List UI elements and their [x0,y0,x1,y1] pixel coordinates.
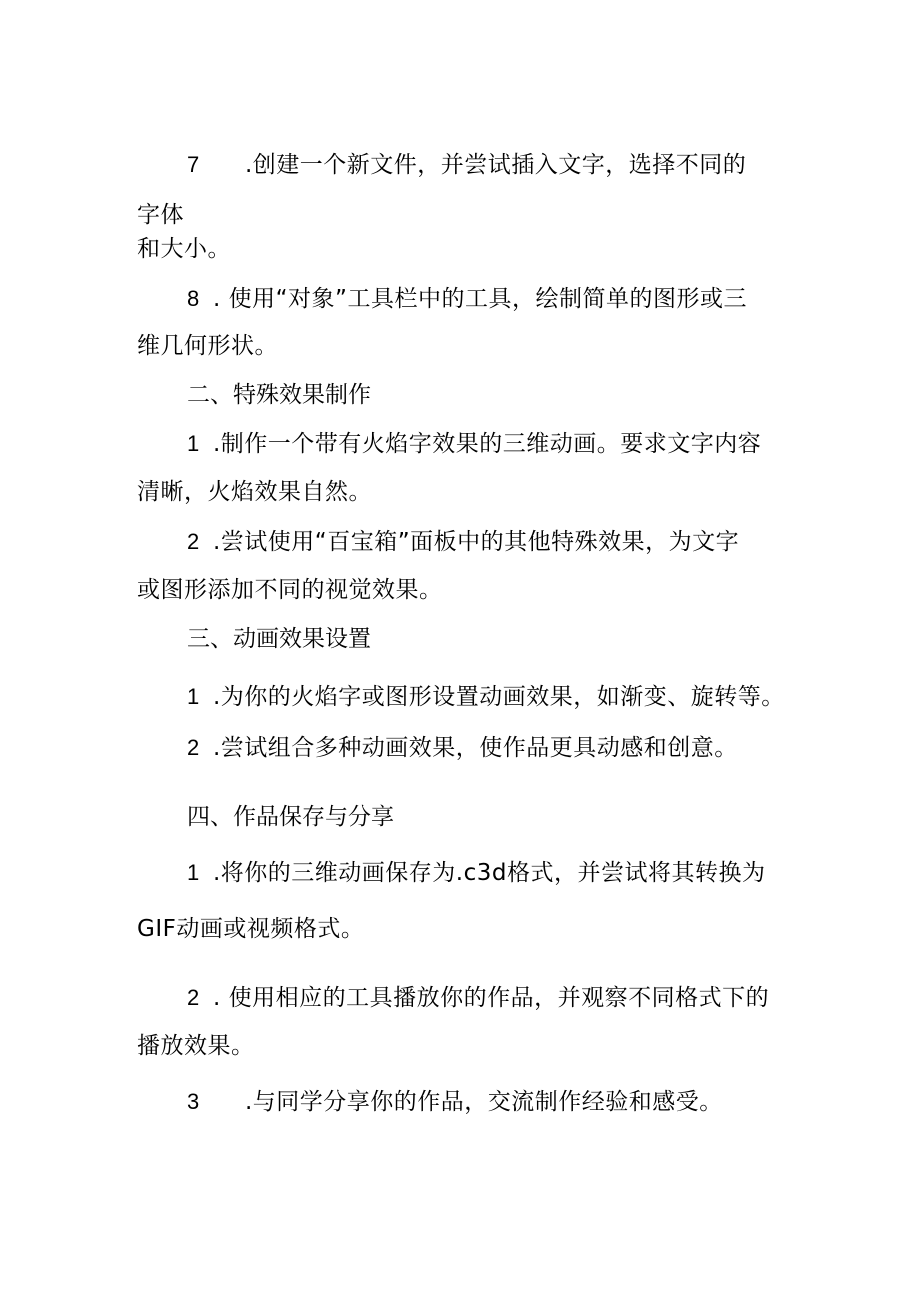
save-share-item-1-number: 1 [187,860,200,885]
item-7-line-1 [187,150,746,180]
special-effects-item-2-text: .尝试使用“百宝箱”面板中的其他特殊效果，为文字 [213,529,740,555]
animation-item-2-line-1 [187,733,738,763]
special-effects-item-2-number: 2 [187,529,200,554]
item-8-line-1 [187,284,747,314]
section-heading-save-share: 四、作品保存与分享 [187,804,394,830]
special-effects-item-1-line-1 [187,429,761,459]
item-7-line-2: 字体 [137,202,184,228]
item-7-text: .创建一个新文件，并尝试插入文字，选择不同的 [245,152,747,178]
special-effects-item-1-number: 1 [187,431,200,456]
animation-item-2-number: 2 [187,735,200,760]
item-8-number: 8 [187,286,200,311]
section-heading-animation: 三、动画效果设置 [187,626,371,652]
item-7-line-3: 和大小。 [137,236,231,262]
special-effects-item-1-line-2: 清晰，火焰效果自然。 [137,479,372,505]
save-share-item-1-line-1 [187,858,766,888]
section-heading-special-effects: 二、特殊效果制作 [187,382,371,408]
save-share-item-3-text: .与同学分享你的作品，交流制作经验和感受。 [245,1089,723,1115]
special-effects-item-2-line-2: 或图形添加不同的视觉效果。 [137,577,443,603]
save-share-item-1-text: .将你的三维动画保存为.c3d格式，并尝试将其转换为 [213,860,766,886]
special-effects-item-2-line-1 [187,527,739,557]
save-share-item-3-number: 3 [187,1089,200,1114]
item-8-text: . 使用“对象”工具栏中的工具，绘制简单的图形或三 [213,286,747,312]
special-effects-item-1-text: .制作一个带有火焰字效果的三维动画。要求文字内容 [213,431,762,457]
animation-item-1-line-1 [187,682,785,712]
animation-item-1-number: 1 [187,684,200,709]
save-share-item-2-line-2: 播放效果。 [137,1033,255,1059]
save-share-item-2-line-1 [187,983,769,1013]
save-share-item-2-number: 2 [187,985,200,1010]
animation-item-1-text: .为你的火焰字或图形设置动画效果，如渐变、旋转等。 [213,684,785,710]
save-share-item-3-line-1 [187,1087,723,1117]
item-8-line-2: 维几何形状。 [137,333,278,359]
save-share-item-1-line-2: GIF动画或视频格式。 [137,916,365,942]
animation-item-2-text: .尝试组合多种动画效果，使作品更具动感和创意。 [213,735,738,761]
item-7-number: 7 [187,152,200,177]
save-share-item-2-text: . 使用相应的工具播放你的作品，并观察不同格式下的 [213,985,770,1011]
